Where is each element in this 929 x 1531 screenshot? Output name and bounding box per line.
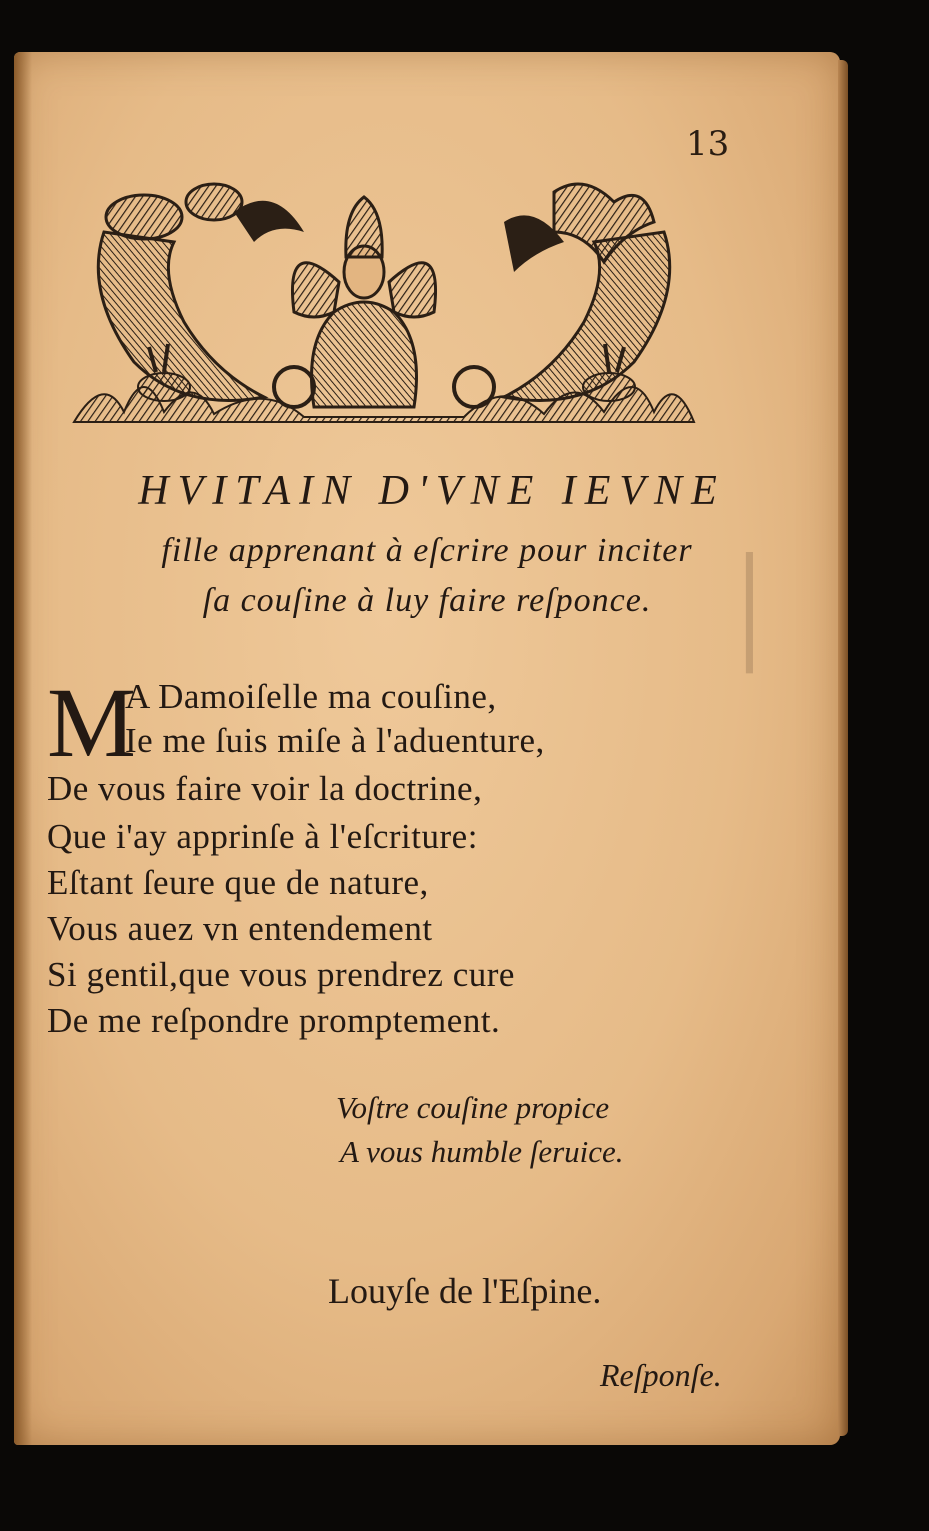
heading-subtitle-line-1: fille apprenant à eſcrire pour inciter	[161, 532, 693, 569]
show-through-initial: │	[714, 554, 785, 665]
page-edge	[838, 60, 848, 1436]
verse-line: Si gentil,que vous prendrez cure	[47, 955, 515, 994]
heading-subtitle-line-2: ſa couſine à luy faire reſponce.	[202, 582, 652, 619]
verse-line: A Damoiſelle ma couſine,	[125, 677, 497, 716]
catchword: Reſponſe.	[600, 1357, 722, 1393]
drop-cap: M	[47, 667, 136, 778]
verse-line: Ie me ſuis miſe à l'aduenture,	[125, 721, 545, 760]
verse-line: Eſtant ſeure que de nature,	[47, 863, 429, 902]
verse-line: De vous faire voir la doctrine,	[47, 769, 483, 808]
page-number: 13	[686, 124, 730, 164]
signature-name: Louyſe de l'Eſpine.	[328, 1271, 602, 1311]
verse-line: Vous auez vn entendement	[47, 909, 433, 948]
page-gutter-shadow	[14, 52, 32, 1445]
closing-line-2: A vous humble ſeruice.	[340, 1134, 624, 1169]
woodcut-ornament-icon	[64, 172, 704, 432]
verse-line: Que i'ay apprinſe à l'eſcriture:	[47, 817, 478, 856]
verse-line: De me reſpondre promptement.	[47, 1001, 501, 1040]
closing-line-1: Voſtre couſine propice	[336, 1090, 610, 1125]
heading-title: HVITAIN D'VNE IEVNE	[138, 468, 726, 514]
book-page	[14, 52, 840, 1445]
